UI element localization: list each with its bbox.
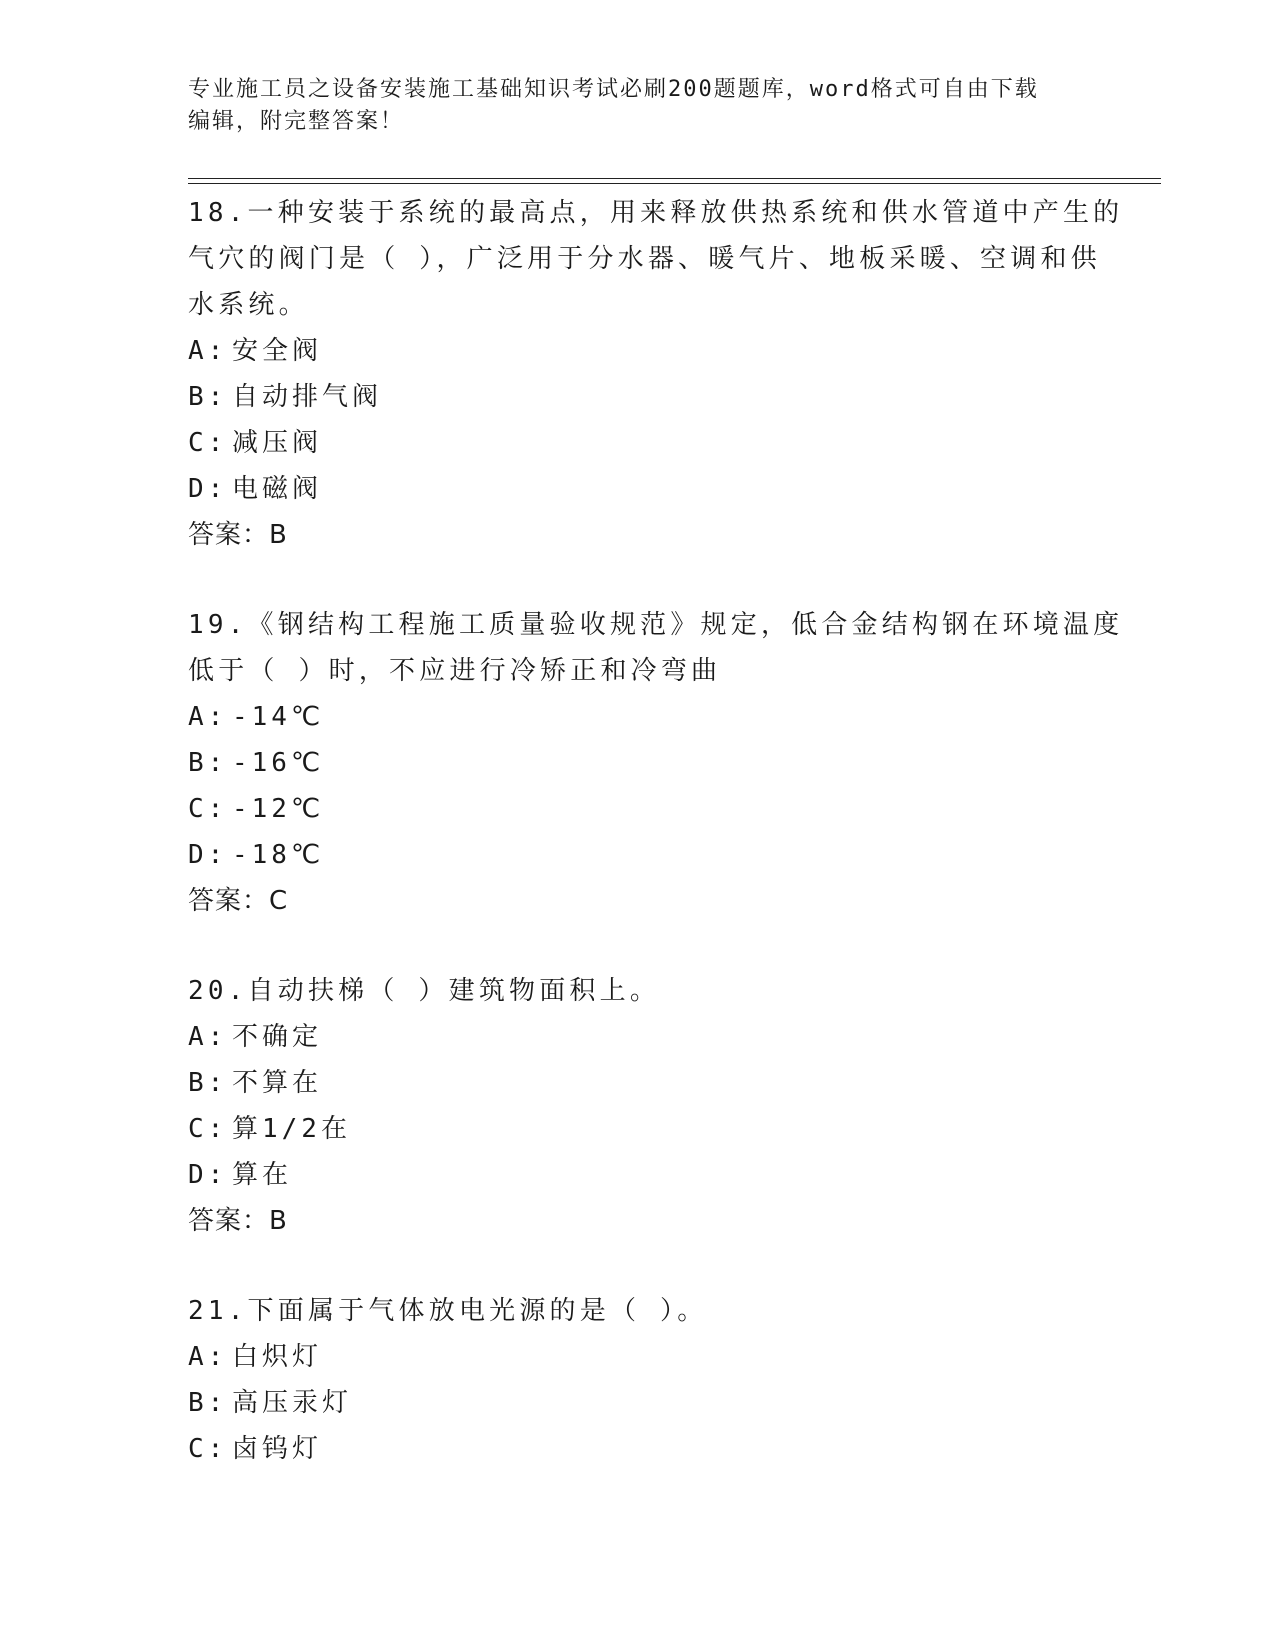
option-label: B: — [188, 1388, 228, 1418]
option-text: -14℃ — [232, 702, 325, 732]
option-list — [188, 1334, 1088, 1472]
option-label: D: — [188, 840, 228, 870]
option-label: A: — [188, 702, 228, 732]
stem-line: 低于（ ）时，不应进行冷矫正和冷弯曲 — [188, 656, 722, 686]
stem-line: 18.一种安装于系统的最高点，用来释放供热系统和供水管道中产生的 — [188, 198, 1124, 228]
document-header — [188, 74, 1088, 138]
stem-line: 20.自动扶梯（ ）建筑物面积上。 — [188, 976, 661, 1006]
option-a — [188, 1334, 1088, 1380]
option-c — [188, 420, 1088, 466]
option-label: A: — [188, 1022, 228, 1052]
stem-line: 水系统。 — [188, 290, 309, 320]
question-19 — [188, 602, 1124, 924]
option-label: C: — [188, 1434, 228, 1464]
option-a — [188, 328, 1088, 374]
option-text: -16℃ — [232, 748, 325, 778]
question-21 — [188, 1288, 1088, 1472]
option-list — [188, 328, 1088, 512]
option-c — [188, 1106, 1088, 1152]
header-title-line-2: 编辑，附完整答案！ — [188, 109, 405, 134]
option-d — [188, 832, 1088, 878]
question-list — [188, 190, 1124, 1472]
option-text: 白炽灯 — [232, 1342, 323, 1372]
option-label: C: — [188, 794, 228, 824]
option-label: D: — [188, 474, 228, 504]
option-text: 不确定 — [232, 1022, 323, 1052]
option-text: 高压汞灯 — [232, 1388, 353, 1418]
option-b — [188, 374, 1088, 420]
option-d — [188, 1152, 1088, 1198]
option-c — [188, 1426, 1088, 1472]
option-text: 卤钨灯 — [232, 1434, 323, 1464]
option-label: B: — [188, 748, 228, 778]
option-label: D: — [188, 1160, 228, 1190]
option-label: A: — [188, 336, 228, 366]
option-text: 减压阀 — [232, 428, 323, 458]
option-b — [188, 740, 1088, 786]
option-text: 算1/2在 — [232, 1114, 351, 1144]
option-c — [188, 786, 1088, 832]
header-divider-bottom — [188, 183, 1161, 184]
question-20 — [188, 968, 1088, 1244]
option-text: 不算在 — [232, 1068, 323, 1098]
question-stem — [188, 190, 1124, 328]
option-text: 电磁阀 — [232, 474, 323, 504]
stem-line: 19.《钢结构工程施工质量验收规范》规定，低合金结构钢在环境温度 — [188, 610, 1124, 640]
option-text: 算在 — [232, 1160, 293, 1190]
header-title-line-1: 专业施工员之设备安装施工基础知识考试必刷200题题库，word格式可自由下载 — [188, 77, 1039, 102]
answer-line: 答案：B — [188, 1206, 288, 1236]
stem-line: 气穴的阀门是（ ），广泛用于分水器、暖气片、地板采暖、空调和供 — [188, 244, 1101, 274]
question-stem — [188, 968, 1088, 1014]
option-label: A: — [188, 1342, 228, 1372]
answer-line: 答案：C — [188, 886, 289, 916]
option-text: -18℃ — [232, 840, 325, 870]
option-label: C: — [188, 1114, 228, 1144]
option-text: 自动排气阀 — [232, 382, 383, 412]
question-stem — [188, 1288, 1088, 1334]
option-label: B: — [188, 382, 228, 412]
question-stem — [188, 602, 1124, 694]
header-divider-top — [188, 178, 1161, 179]
option-list — [188, 694, 1088, 878]
option-d — [188, 466, 1088, 512]
answer-line: 答案：B — [188, 520, 288, 550]
question-18 — [188, 190, 1124, 558]
option-a — [188, 1014, 1088, 1060]
option-b — [188, 1380, 1088, 1426]
option-text: 安全阀 — [232, 336, 323, 366]
option-label: C: — [188, 428, 228, 458]
option-list — [188, 1014, 1088, 1198]
option-b — [188, 1060, 1088, 1106]
option-a — [188, 694, 1088, 740]
stem-line: 21.下面属于气体放电光源的是（ ）。 — [188, 1296, 708, 1326]
option-label: B: — [188, 1068, 228, 1098]
option-text: -12℃ — [232, 794, 325, 824]
